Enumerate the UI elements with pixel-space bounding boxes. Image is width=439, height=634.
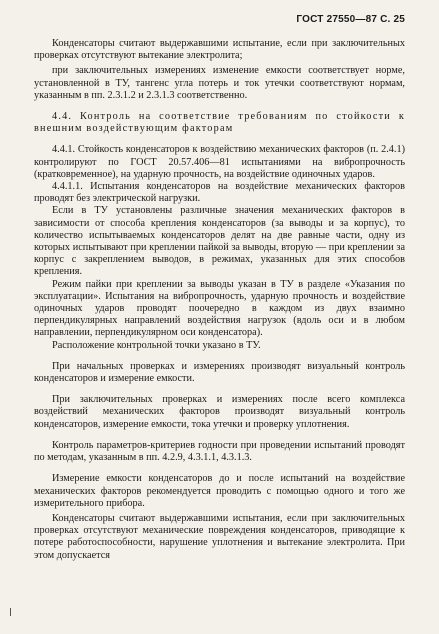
- paragraph-13: Конденсаторы считают выдержавшими испытания, если при заключительных проверках отсутствуют механические повреждения конденсаторов, приводящие к потере работоспособности, нарушение уплотнения и вытекание электролита. При этом допускается: [34, 512, 405, 561]
- paragraph-1: Конденсаторы считают выдержавшими испытание, если при заключительных проверках отсутствуют вытекание электролита;: [34, 38, 405, 62]
- paragraph-4-4-1: 4.4.1. Стойкость конденсаторов к воздействию механических факторов (п. 2.4.1) контролируют по ГОСТ 20.57.406—81 испытаниями на вибропрочность (кратковременное), на ударную прочность, на воздействие одиночных ударов.: [34, 144, 405, 180]
- page-header: ГОСТ 27550—87 С. 25: [296, 14, 405, 25]
- paragraph-10: При заключительных проверках и измерениях после всего комплекса воздействий механических факторов производят визуальный контроль конденсаторов, измерение емкости, тока утечки и проверку уплотнения.: [34, 394, 405, 430]
- section-heading-4-4: 4.4. Контроль на соответствие требованиям по стойкости к внешним воздействующим факторам: [34, 111, 405, 135]
- paragraph-6: Если в ТУ установлены различные значения механических факторов в зависимости от способа крепления конденсаторов (за выводы и за корпус), то количество испытываемых конденсаторов делят на две равные части, одну из которых испытывают при креплении пайкой за выводы, вторую — при креплении за корпус с закреплением выводов, в режимах, указанных для этих способов крепления.: [34, 205, 405, 278]
- paragraph-4-4-1-1: 4.4.1.1. Испытания конденсаторов на воздействие механических факторов проводят без электрической нагрузки.: [34, 181, 405, 205]
- margin-mark: [10, 608, 11, 616]
- paragraph-12: Измерение емкости конденсаторов до и после испытаний на воздействие механических факторов рекомендуется проводить с помощью одного и того же измерительного прибора.: [34, 473, 405, 509]
- paragraph-2: при заключительных измерениях изменение емкости соответствует норме, установленной в ТУ, тангенс угла потерь и ток утечки соответствуют нормам, указанным в пп. 2.3.1.2 и 2.3.1.3 соответственно.: [34, 65, 405, 101]
- paragraph-9: При начальных проверках и измерениях производят визуальный контроль конденсаторов и измерение емкости.: [34, 360, 405, 385]
- paragraph-7: Режим пайки при креплении за выводы указан в ТУ в разделе «Указания по эксплуатации». Испытания на вибропрочность, ударную прочность и воздействие одиночных ударов проводят поочередно в каждом из двух взаимно перпендикулярных направлений воздействия нагрузок (вдоль оси и в любом направлении, перпендикулярном оси конденсатора).: [34, 278, 405, 339]
- paragraph-11: Контроль параметров-критериев годности при проведении испытаний проводят по методам, указанным в пп. 4.2.9, 4.3.1.1, 4.3.1.3.: [34, 439, 405, 464]
- paragraph-8: Расположение контрольной точки указано в ТУ.: [52, 339, 261, 351]
